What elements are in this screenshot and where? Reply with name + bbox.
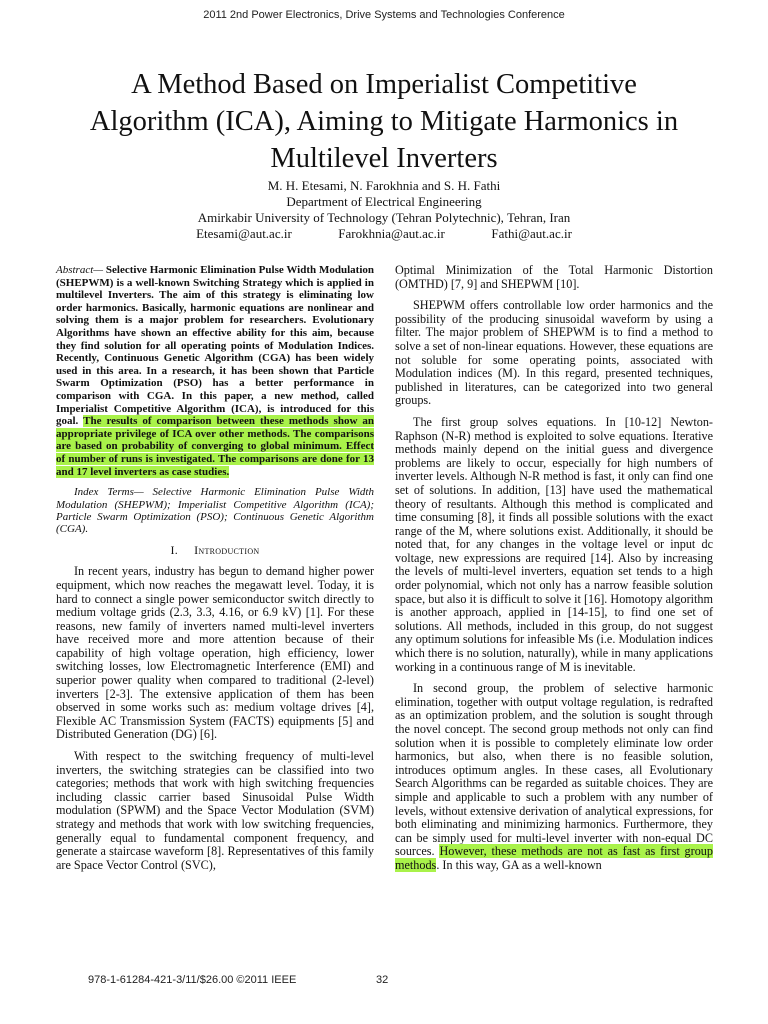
right-paragraph-4-text: In second group, the problem of selective harmonic elimination, together with output voltage regulation, is redrafted as an optimization problem, and the solution is sought through the novel concept. The second group methods not only can find solution when it is possible to completely eliminate low order harmonics, but also, when there is no feasible solution, introduces optimum angles. In these cases, all Evolutionary Search Algorithms can be regarded as suitable choices. They are simple and applicable to such a problem with any number of levels, without extensive derivation of analytical expressions, for both eliminating and minimizing harmonics. Furthermore, they can be simply used for multi-level inverter with non-equal DC sources. (395, 681, 713, 859)
intro-paragraph-1: In recent years, industry has begun to demand higher power equipment, which now reaches the megawatt level. Today, it is hard to connect a single power semiconductor switch directly to medium voltage grids (2.3, 3.3, 4.16, or 6.9 kV) [1]. For these reasons, new family of inverters named multi-level inverters have received more and more attention because of their capability of high voltage operation, high efficiency, lower switching losses, low Electromagnetic Interference (EMI) and superior power quality when compared to traditional (2-level) inverters [2-3]. The extensive application of them has been observed in some works such as: medium voltage drives [4], Flexible AC Transmission System (FACTS) equipments [5] and Distributed Generation (DG) [6]. (56, 564, 374, 742)
abstract (56, 264, 374, 478)
footer-isbn: 978-1-61284-421-3/11/$26.00 ©2011 IEEE (88, 974, 297, 986)
right-paragraph-4-tail: . In this way, GA as a well-known (436, 857, 602, 872)
index-terms: Index Terms— Selective Harmonic Elimination Pulse Width Modulation (SHEPWM); Imperialist Competitive Algorithm (ICA); Particle Swarm Optimization (PSO); Continuous Genetic Algorithm (CGA). (56, 486, 374, 536)
author-names: M. H. Etesami, N. Farokhnia and S. H. Fathi (267, 178, 501, 193)
department: Department of Electrical Engineering (286, 194, 482, 209)
abstract-highlighted-text: The results of comparison between these methods show an appropriate privilege of ICA over other methods. The comparisons are based on probability of converging to global minimum. Effect of number of runs is investigated. The comparisons are done for 13 and 17 level inverters as case studies. (56, 415, 375, 478)
section-heading-introduction (56, 544, 374, 558)
title-line-1: A Method Based on Imperialist Competitive (131, 69, 637, 100)
abstract-text: Selective Harmonic Elimination Pulse Width Modulation (SHEPWM) is a well-known Switching Strategy which is applied in multilevel Inverters. The aim of this strategy is eliminating low order harmonics. Basically, harmonic equations are nonlinear and solving them is a major problem for researchers. Evolutionary Algorithms have shown an effective ability for this aim, because they find solution for all operating points of Modulation Indices. Recently, Continuous Genetic Algorithm (CGA) has been widely used in this area. In a research, it has been shown that Particle Swarm Optimization (PSO) has a better performance in comparison with CGA. In this paper, a new method, called Imperialist Competitive Algorithm (ICA), is introduced for this goal. (56, 264, 374, 428)
conference-header: 2011 2nd Power Electronics, Drive Systems and Technologies Conference (203, 9, 565, 21)
section-title: Introduction (194, 542, 260, 557)
right-paragraph-1: Optimal Minimization of the Total Harmonic Distortion (OMTHD) [7, 9] and SHEPWM [10]. (395, 263, 713, 291)
right-paragraph-3: The first group solves equations. In [10-12] Newton-Raphson (N-R) method is exploited to solve equations. Iterative methods mainly depend on the initial guess and divergence problems are likely to occur, especially for high numbers of inverter levels. Although N-R method is fast, it only can find one set of solutions. In addition, [13] have used the mathematical theory of resultants. Although this method is complicated and time consuming [8], it finds all possible solutions with the exact range of the M, where solutions exist. Additionally, it should be noted that, for any changes in the voltage level or input dc voltage, new expressions are required [14]. Also by increasing the levels of multi-level inverters, equation set tends to a high order polynomial, which not only has a narrow feasible solution space, but also it is difficult to solve it [16]. Homotopy algorithm is another approach, applied in [14-15], to find one set of solutions. All methods, included in this group, do not suggest any optimum solutions for infeasible Ms (i.e. Modulation indices which there is no solution, naturally), while in many applications working in a continuous range of M is inevitable. (395, 414, 713, 674)
author-block (0, 178, 768, 242)
section-number: I. (170, 542, 179, 557)
left-column (56, 264, 374, 880)
right-column (395, 264, 713, 881)
right-paragraph-4 (395, 682, 713, 872)
email-3[interactable]: Fathi@aut.ac.ir (491, 226, 572, 241)
right-paragraph-4-highlight: However, these methods are not as fast as first group methods (395, 844, 713, 872)
affiliation: Amirkabir University of Technology (Tehran Polytechnic), Tehran, Iran (197, 210, 571, 225)
intro-paragraph-2: With respect to the switching frequency of multi-level inverters, the switching strategies can be classified into two categories; methods that work with high switching frequencies including classic carrier based Sinusoidal Pulse Width modulation (SPWM) and the Space Vector Modulation (SVM) strategy and methods that work with low switching frequencies, generally equal to fundamental component frequency, and generate a staircase waveform [8]. Representatives of this family are Space Vector Control (SVC), (56, 749, 374, 872)
paper-title (20, 66, 748, 177)
title-line-2: Algorithm (ICA), Aiming to Mitigate Harmonics in (89, 106, 679, 137)
email-2[interactable]: Farokhnia@aut.ac.ir (338, 226, 445, 241)
abstract-label: Abstract— (56, 264, 104, 276)
email-1[interactable]: Etesami@aut.ac.ir (196, 226, 292, 241)
email-list (0, 226, 768, 242)
page-number: 32 (376, 974, 389, 986)
title-line-3: Multilevel Inverters (270, 143, 498, 174)
right-paragraph-2: SHEPWM offers controllable low order harmonics and the possibility of the producing sinusoidal waveform by using a filter. The major problem of SHEPWM is to find a method to solve a set of non-linear equations. However, these equations are not soluble for some operating points, associated with Modulation indices (M). In this regard, presented techniques, published in literatures, can be categorized into two general groups. (395, 298, 713, 408)
